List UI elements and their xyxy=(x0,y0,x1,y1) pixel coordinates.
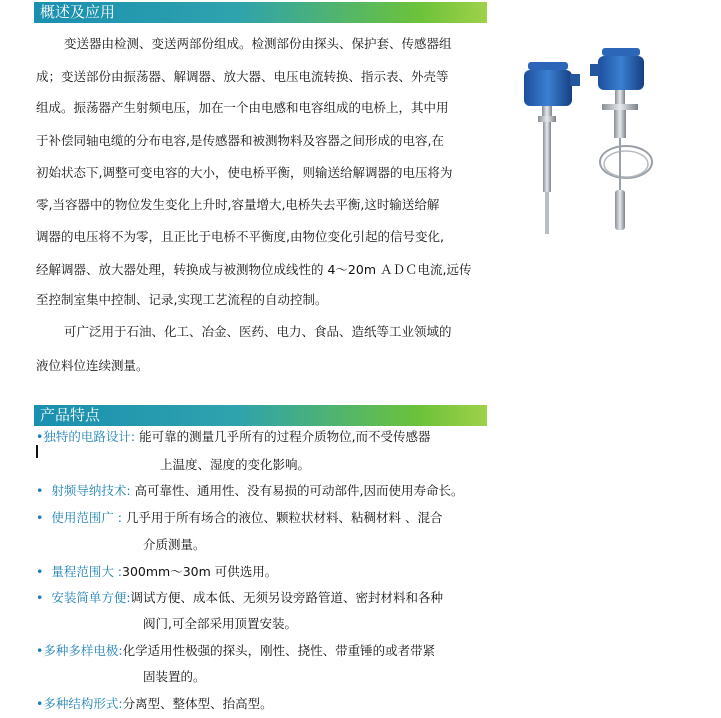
feature-title: 独特的电路设计: xyxy=(43,429,136,444)
feature-title: 多种结构形式: xyxy=(43,696,123,711)
feature-item xyxy=(36,563,277,581)
feature-title: 量程范围大 : xyxy=(51,564,123,579)
feature-continuation: 固装置的。 xyxy=(143,669,206,684)
intro-line: 成；变送部份由振荡器、解调器、放大器、电压电流转换、指示表、外壳等 xyxy=(36,69,449,84)
feature-item xyxy=(36,509,442,527)
text-cursor xyxy=(36,445,38,458)
intro-line: 组成。振荡器产生射频电压，加在一个由电感和电容组成的电桥上，其中用 xyxy=(36,100,449,115)
feature-title: 安装简单方便: xyxy=(51,590,131,605)
feature-item xyxy=(36,428,431,446)
intro-line: 变送器由检测、变送两部份组成。检测部份由探头、保护套、传感器组 xyxy=(64,36,452,51)
intro-line: 至控制室集中控制、记录,实现工艺流程的自动控制。 xyxy=(36,292,328,307)
intro-line: 零,当容器中的物位发生变化上升时,容量增大,电桥失去平衡,这时输送给解 xyxy=(36,197,440,212)
section-header-overview xyxy=(34,2,487,23)
intro-line: 于补偿同轴电缆的分布电容,是传感器和被测物料及容器之间形成的电容,在 xyxy=(36,133,444,148)
section-header-features xyxy=(34,405,487,426)
intro-line: 初始状态下,调整可变电容的大小，使电桥平衡，则输送给解调器的电压将为 xyxy=(36,165,453,180)
feature-item xyxy=(36,589,443,607)
bullet-icon: • xyxy=(36,510,44,525)
intro-line: 调器的电压将不为零，且正比于电桥不平衡度,由物位变化引起的信号变化, xyxy=(36,229,444,244)
feature-item xyxy=(36,482,464,500)
intro-line: 经解调器、放大器处理，转换成与被测物位成线性的 4～20m ＡＤＣ电流,远传 xyxy=(36,262,472,277)
feature-item xyxy=(36,695,273,713)
bullet-icon: • xyxy=(36,590,44,605)
bullet-icon: • xyxy=(36,429,44,444)
feature-text: 几乎用于所有场合的液位、颗粒状材料、粘稠材料 、混合 xyxy=(122,510,443,525)
product-photo xyxy=(498,40,688,280)
feature-title: 射频导纳技术: xyxy=(51,483,131,498)
feature-text: 高可靠性、通用性、没有易损的可动部件,因而使用寿命长。 xyxy=(130,483,464,498)
feature-text: 300mm～30m 可供选用。 xyxy=(122,564,278,579)
feature-text: 调试方便、成本低、无须另设旁路管道、密封材料和各种 xyxy=(130,590,444,605)
feature-title: 多种多样电极: xyxy=(43,643,123,658)
bullet-icon: • xyxy=(36,564,44,579)
feature-text: 能可靠的测量几乎所有的过程介质物位,而不受传感器 xyxy=(135,429,431,444)
intro-line: 液位料位连续测量。 xyxy=(36,358,149,373)
feature-item xyxy=(36,642,435,660)
section-title: 概述及应用 xyxy=(40,3,116,21)
intro-line: 可广泛用于石油、化工、冶金、医药、电力、食品、造纸等工业领域的 xyxy=(64,324,452,339)
feature-continuation: 介质测量。 xyxy=(143,537,206,552)
bullet-icon: • xyxy=(36,696,44,711)
section-title: 产品特点 xyxy=(40,406,101,424)
feature-continuation: 上温度、湿度的变化影响。 xyxy=(160,457,311,472)
bullet-icon: • xyxy=(36,483,44,498)
feature-continuation: 阀门,可全部采用顶置安装。 xyxy=(143,616,297,631)
feature-text: 分离型、整体型、抬高型。 xyxy=(122,696,273,711)
feature-text: 化学适用性极强的探头，刚性、挠性、带重锤的或者带紧 xyxy=(122,643,436,658)
bullet-icon: • xyxy=(36,643,44,658)
feature-title: 使用范围广 : xyxy=(51,510,123,525)
